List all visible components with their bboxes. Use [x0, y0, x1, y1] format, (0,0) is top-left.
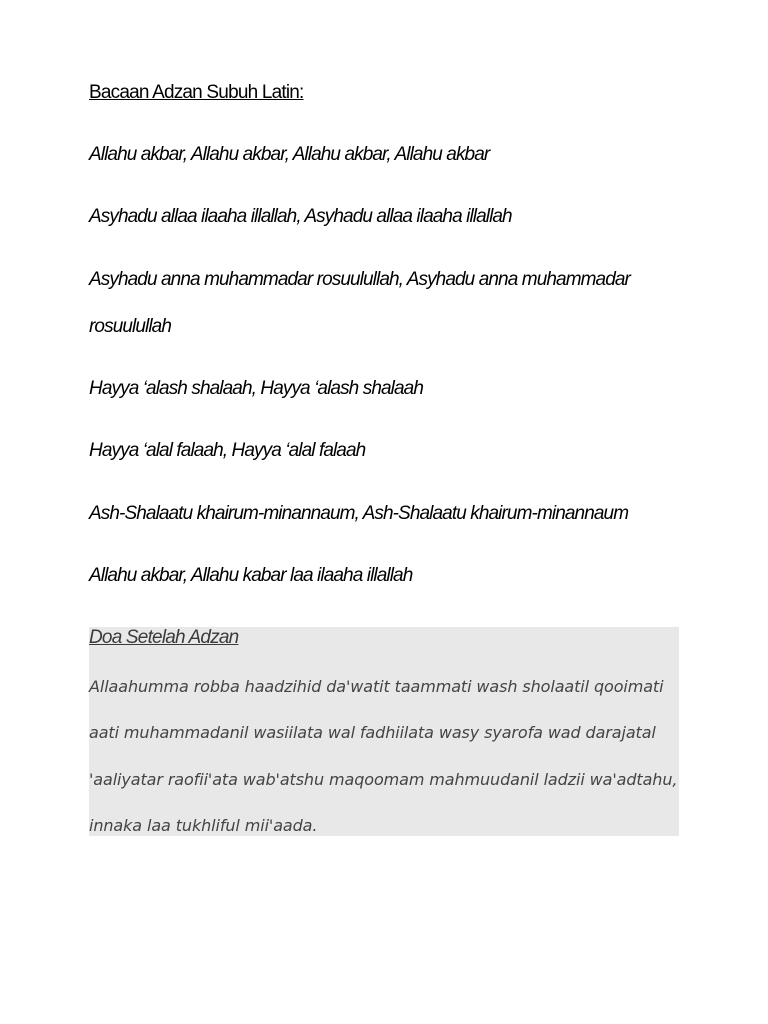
adzan-line-7: Allahu akbar, Allahu kabar laa ilaaha illallah [89, 565, 413, 586]
adzan-line-3-continued: rosuulullah [89, 316, 171, 337]
doa-line-2: aati muhammadanil wasiilata wal fadhiilata wasy syarofa wad darajatal [89, 723, 656, 742]
adzan-line-6: Ash-Shalaatu khairum-minannaum, Ash-Shalaatu khairum-minannaum [89, 503, 629, 524]
doa-line-3: 'aaliyatar raofii'ata wab'atshu maqoomam mahmuudanil ladzii wa'adtahu, [89, 770, 678, 789]
adzan-line-2: Asyhadu allaa ilaaha illallah, Asyhadu allaa ilaaha illallah [89, 206, 512, 227]
doa-line-1: Allaahumma robba haadzihid da'watit taammati wash sholaatil qooimati [89, 677, 664, 696]
adzan-line-1: Allahu akbar, Allahu akbar, Allahu akbar, Allahu akbar [89, 144, 490, 165]
adzan-line-3: Asyhadu anna muhammadar rosuulullah, Asyhadu anna muhammadar [89, 269, 630, 290]
adzan-line-5: Hayya ‘alal falaah, Hayya ‘alal falaah [89, 440, 366, 461]
doa-title: Doa Setelah Adzan [89, 627, 239, 648]
doa-line-4: innaka laa tukhliful mii'aada. [89, 816, 318, 835]
section-heading: Bacaan Adzan Subuh Latin: [89, 82, 304, 103]
adzan-line-4: Hayya ‘alash shalaah, Hayya ‘alash shalaah [89, 378, 423, 399]
